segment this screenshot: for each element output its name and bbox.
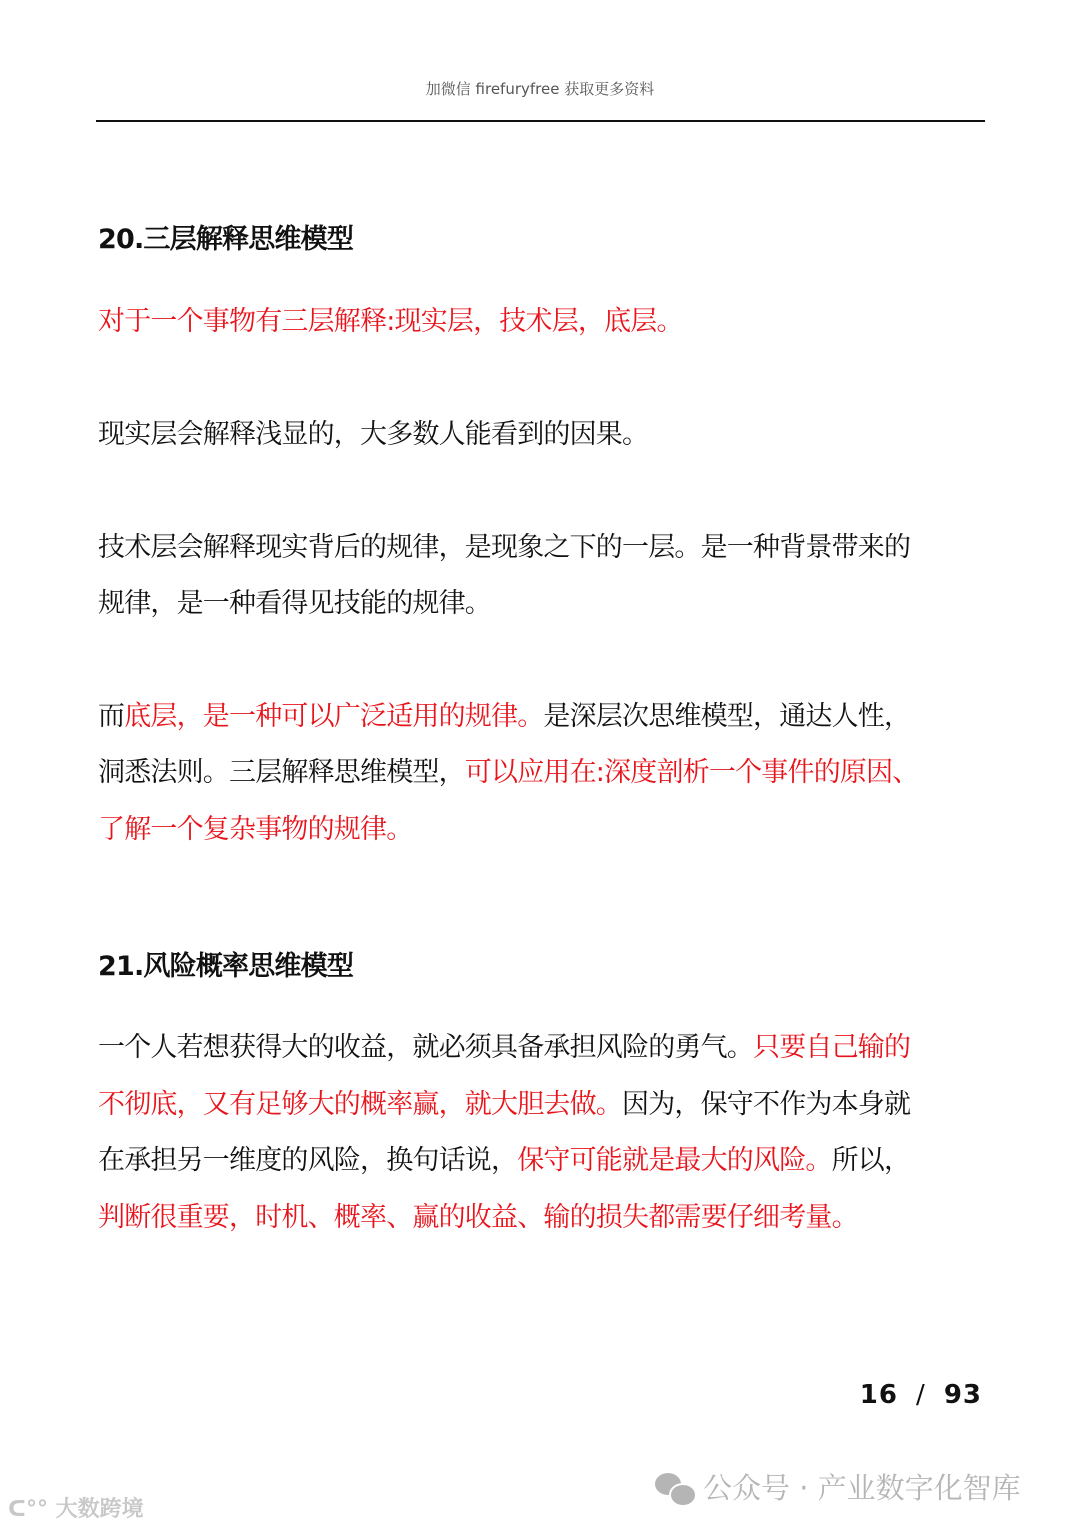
logo-icon: ᑕ°°: [8, 1497, 48, 1522]
text-line: [98, 755, 919, 791]
body-text: 而: [98, 701, 125, 732]
text-line: [98, 1087, 910, 1123]
logo-watermark-text: 大数跨境: [55, 1497, 144, 1522]
body-text: 因为，保守不作为本身就: [622, 1089, 911, 1120]
body-text: 所以，: [831, 1145, 911, 1176]
body-text: 洞悉法则。三层解释思维模型，: [98, 757, 465, 788]
highlighted-text: 不彻底，又有足够大的概率赢，就大胆去做。: [98, 1089, 622, 1120]
logo-watermark: [8, 1492, 144, 1523]
body-text: 一个人若想获得大的收益，就必须具备承担风险的勇气。: [98, 1032, 753, 1063]
body-text: 规律，是一种看得见技能的规律。: [98, 588, 491, 619]
body-text: 技术层会解释现实背后的规律，是现象之下的一层。是一种背景带来的: [98, 532, 911, 563]
highlighted-text: 可以应用在:深度剖析一个事件的原因、: [464, 757, 919, 788]
highlighted-text: 保守可能就是最大的风险。: [517, 1145, 832, 1176]
text-line: [98, 304, 683, 340]
highlighted-text: 底层，是一种可以广泛适用的规律。: [124, 701, 544, 732]
highlighted-text: 只要自己输的: [753, 1032, 911, 1063]
wechat-watermark: [655, 1466, 1021, 1507]
text-line: [98, 1200, 858, 1236]
highlighted-text: 判断很重要，时机、概率、赢的收益、输的损失都需要仔细考量。: [98, 1202, 858, 1233]
header-divider: [96, 120, 985, 122]
total-pages: 93: [943, 1380, 982, 1410]
page-separator: /: [915, 1380, 926, 1410]
text-line: [98, 699, 910, 735]
page-header: 加微信 firefuryfree 获取更多资料: [425, 80, 655, 98]
section-title: 20.三层解释思维模型: [98, 224, 354, 255]
wechat-watermark-text: 公众号 · 产业数字化智库: [703, 1471, 1021, 1505]
body-text: 现实层会解释浅显的，大多数人能看到的因果。: [98, 419, 649, 450]
highlighted-text: 对于一个事物有三层解释:现实层，技术层，底层。: [98, 306, 683, 337]
page-number: [860, 1380, 982, 1410]
text-line: [98, 586, 491, 622]
text-line: [98, 1143, 910, 1179]
text-line: [98, 812, 412, 848]
body-text: 在承担另一维度的风险，换句话说，: [98, 1145, 518, 1176]
text-line: [98, 1030, 910, 1066]
highlighted-text: 了解一个复杂事物的规律。: [98, 814, 413, 845]
text-line: [98, 417, 648, 453]
wechat-icon: [655, 1471, 695, 1503]
current-page: 16: [859, 1380, 898, 1410]
section-title: 21.风险概率思维模型: [98, 951, 354, 982]
body-text: 是深层次思维模型，通达人性，: [543, 701, 911, 732]
text-line: [98, 530, 910, 566]
